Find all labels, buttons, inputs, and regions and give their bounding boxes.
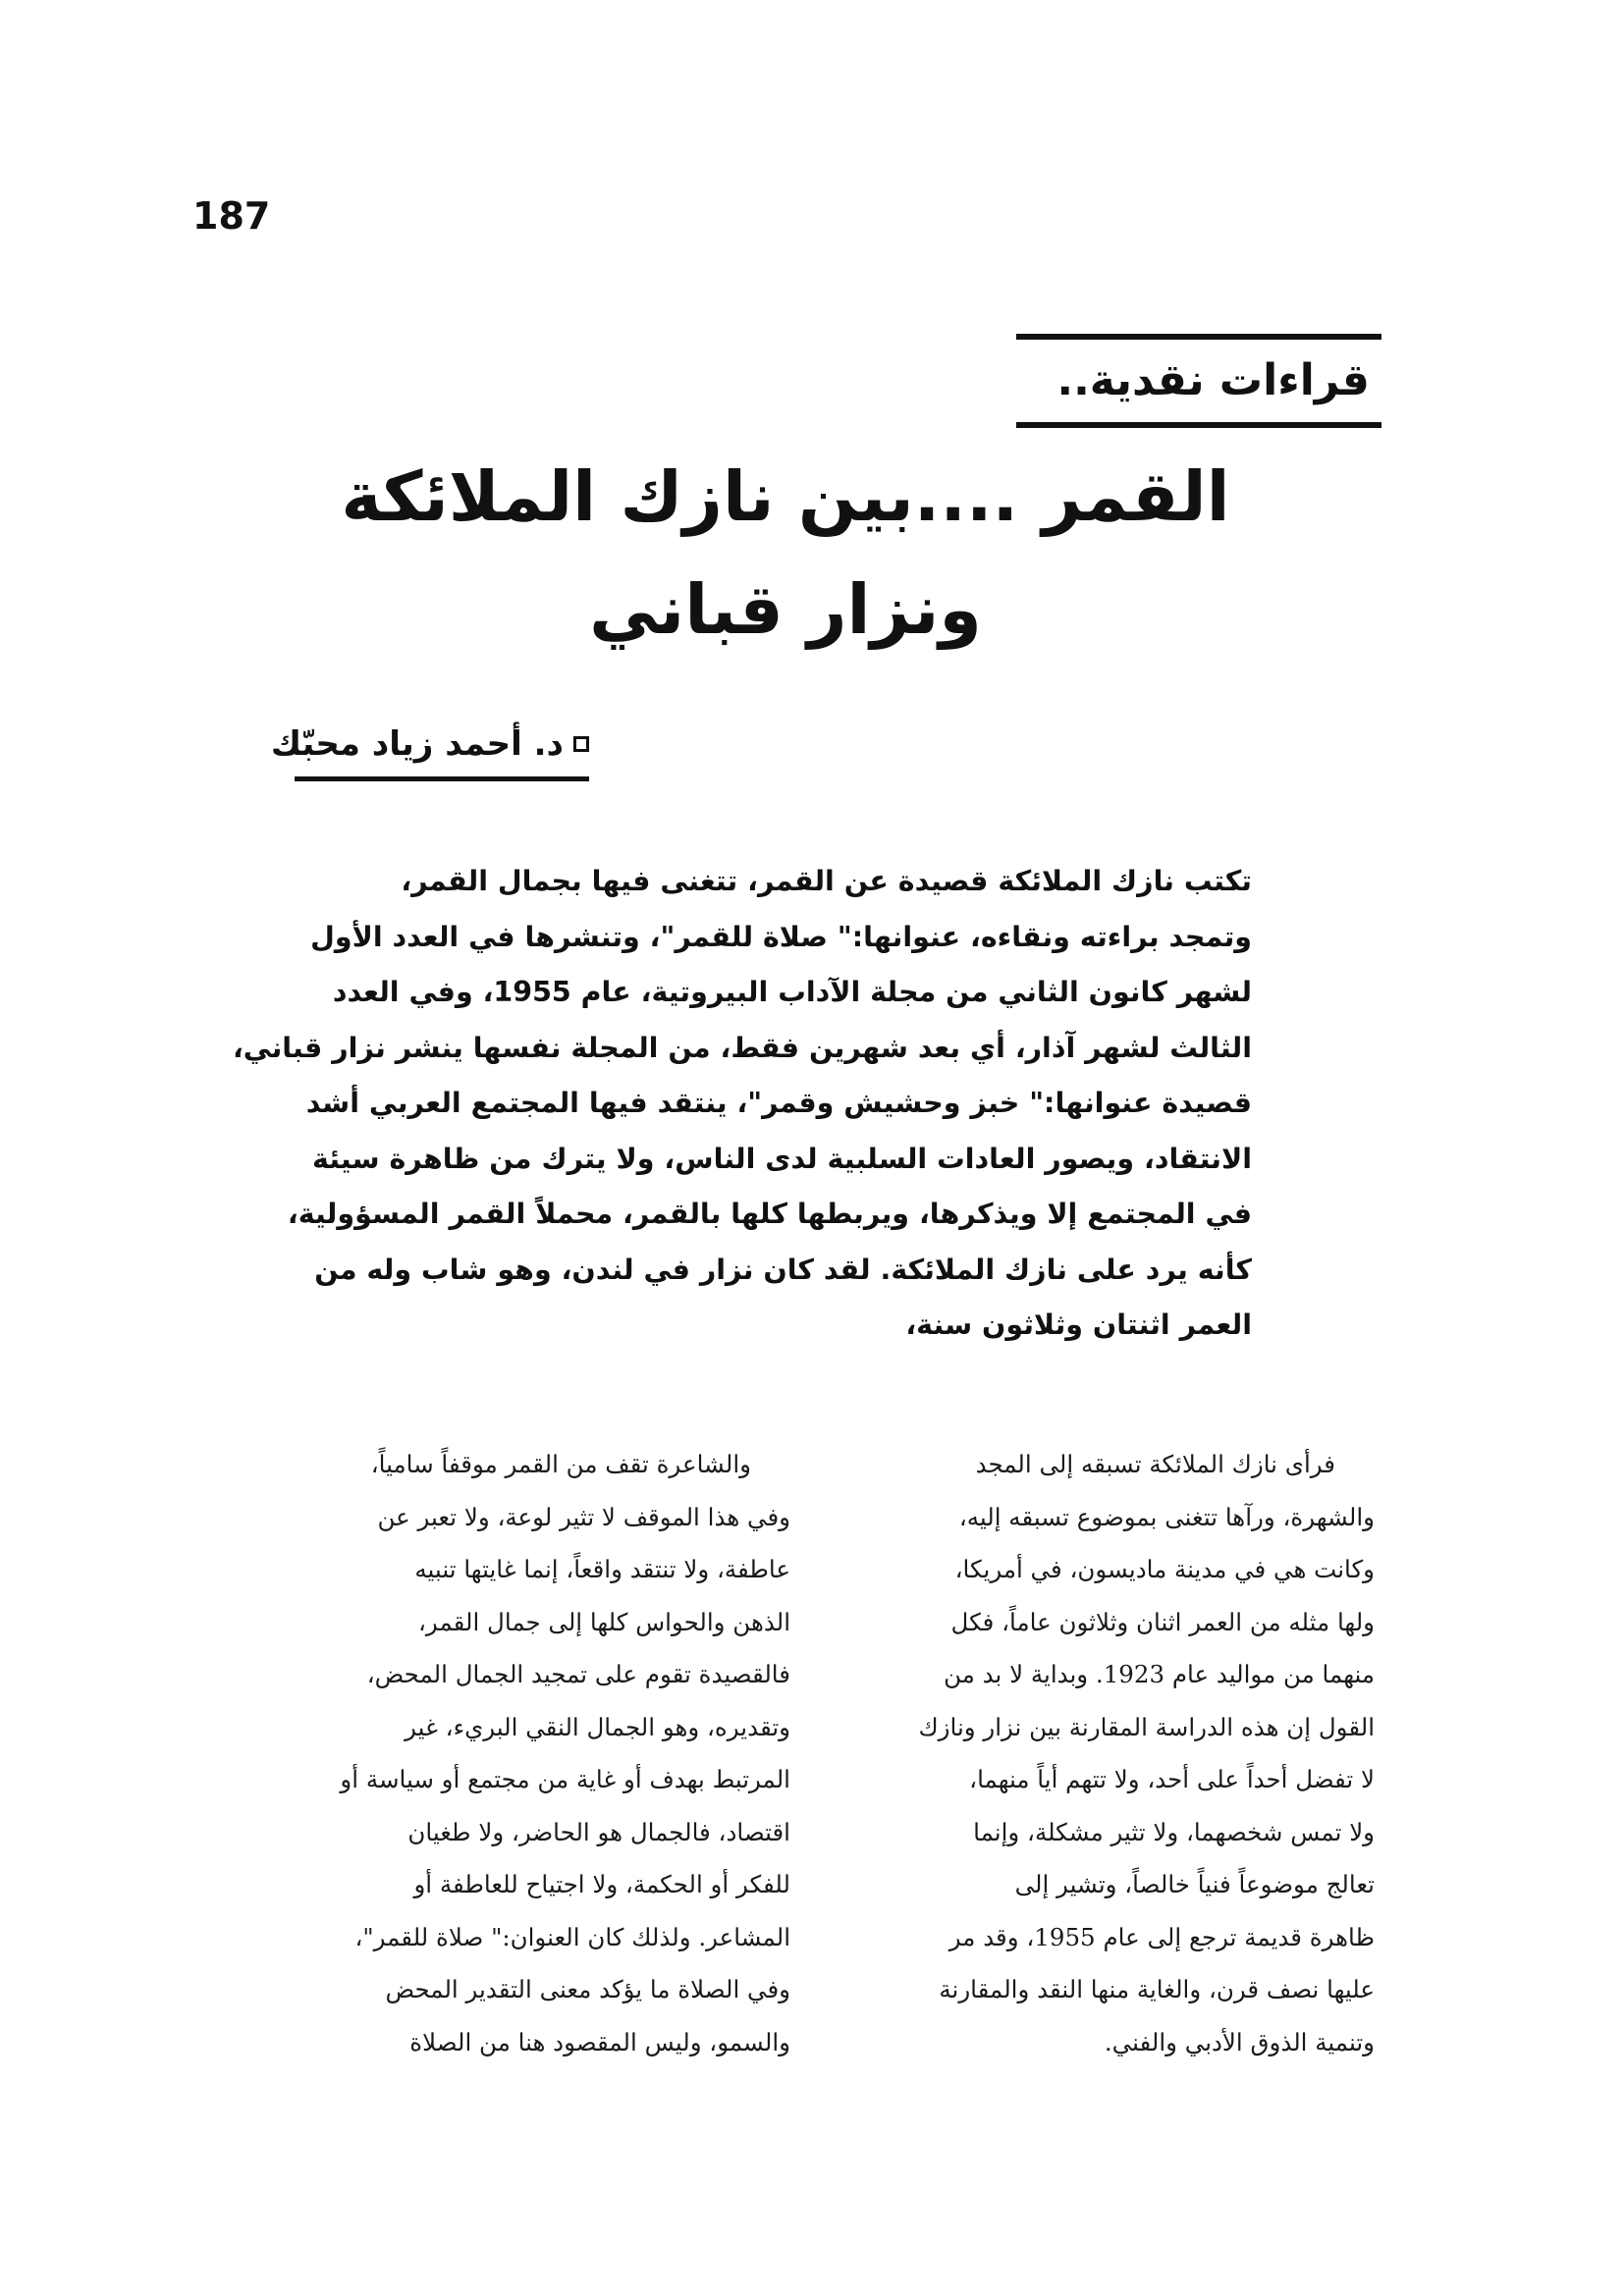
intro-line: تكتب نازك الملائكة قصيدة عن القمر، تتغنى فيها بجمال القمر، xyxy=(401,865,1252,897)
body-line: ولها مثله من العمر اثنان وثلاثون عاماً، فكل xyxy=(950,1607,1375,1636)
section-label: قراءات نقدية.. xyxy=(1056,355,1370,405)
intro-line: قصيدة عنوانها:" خبز وحشيش وقمر"، ينتقد فيها المجتمع العربي أشد xyxy=(305,1087,1252,1119)
body-line: منهما من مواليد عام 1923. وبداية لا بد من xyxy=(944,1660,1375,1688)
body-line: المشاعر. ولذلك كان العنوان:" صلاة للقمر"، xyxy=(354,1922,790,1951)
body-line: وفي هذا الموقف لا تثير لوعة، ولا تعبر عن xyxy=(377,1502,790,1531)
author-line xyxy=(270,724,589,764)
body-line: المرتبط بهدف أو غاية من مجتمع أو سياسة أو xyxy=(340,1765,790,1793)
author-name: د. أحمد زياد محبّك xyxy=(270,724,564,764)
intro-line: الثالث لشهر آذار، أي بعد شهرين فقط، من المجلة نفسها ينشر نزار قباني، xyxy=(232,1031,1252,1064)
intro-paragraph xyxy=(232,854,1252,1354)
body-line: للفكر أو الحكمة، ولا اجتياح للعاطفة أو xyxy=(413,1870,790,1898)
page-number: 187 xyxy=(192,194,271,238)
section-header xyxy=(1016,334,1381,428)
intro-line: في المجتمع إلا ويذكرها، ويربطها كلها بالقمر، محملاً القمر المسؤولية، xyxy=(287,1198,1252,1230)
body-line: والشاعرة تقف من القمر موقفاً سامياً، xyxy=(370,1450,751,1478)
intro-line: الانتقاد، ويصور العادات السلبية لدى الناس، ولا يترك من ظاهرة سيئة xyxy=(311,1142,1252,1175)
intro-line: العمر اثنتان وثلاثون سنة، xyxy=(905,1308,1252,1341)
article-title-line-1: القمر ....بين نازك الملائكة xyxy=(341,456,1230,537)
intro-line: وتمجد براءته ونقاءه، عنوانها:" صلاة للقمر"، وتنشرها في العدد الأول xyxy=(310,920,1252,953)
body-line: ظاهرة قديمة ترجع إلى عام 1955، وقد مر xyxy=(948,1922,1375,1951)
author-byline xyxy=(270,707,589,781)
intro-line: لشهر كانون الثاني من مجلة الآداب البيروتية، عام 1955، وفي العدد xyxy=(332,976,1252,1008)
body-line: فرأى نازك الملائكة تسبقه إلى المجد xyxy=(975,1450,1335,1478)
body-line: والشهرة، ورآها تتغنى بموضوع تسبقه إليه، xyxy=(958,1502,1375,1531)
body-line: لا تفضل أحداً على أحد، ولا تتهم أياً منهما، xyxy=(969,1765,1375,1793)
square-bullet-icon xyxy=(573,736,589,752)
body-line: ولا تمس شخصهما، ولا تثير مشكلة، وإنما xyxy=(973,1817,1375,1846)
body-line: تعالج موضوعاً فنياً خالصاً، وتشير إلى xyxy=(1014,1870,1375,1898)
body-line: الذهن والحواس كلها إلى جمال القمر، xyxy=(418,1607,790,1636)
body-line: وتنمية الذوق الأدبي والفني. xyxy=(1104,2027,1375,2056)
body-line: وتقديره، وهو الجمال النقي البريء، غير xyxy=(405,1712,790,1741)
body-line: فالقصيدة تقوم على تمجيد الجمال المحض، xyxy=(366,1660,790,1688)
body-line: اقتصاد، فالجمال هو الحاضر، ولا طغيان xyxy=(407,1817,790,1846)
body-line: وكانت هي في مدينة ماديسون، في أمريكا، xyxy=(954,1555,1375,1583)
body-line: القول إن هذه الدراسة المقارنة بين نزار ونازك xyxy=(918,1712,1375,1741)
body-column-left xyxy=(260,1438,790,2068)
intro-line: كأنه يرد على نازك الملائكة. لقد كان نزار في لندن، وهو شاب وله من xyxy=(314,1253,1252,1286)
body-line: وفي الصلاة ما يؤكد معنى التقدير المحض xyxy=(385,1975,790,2003)
body-column-right xyxy=(844,1438,1375,2068)
body-line: عليها نصف قرن، والغاية منها النقد والمقارنة xyxy=(939,1975,1375,2003)
body-line: والسمو، وليس المقصود هنا من الصلاة xyxy=(409,2027,790,2056)
article-title-line-2: ونزار قباني xyxy=(589,569,982,650)
body-line: عاطفة، ولا تنتقد واقعاً، إنما غايتها تنبيه xyxy=(414,1555,790,1583)
